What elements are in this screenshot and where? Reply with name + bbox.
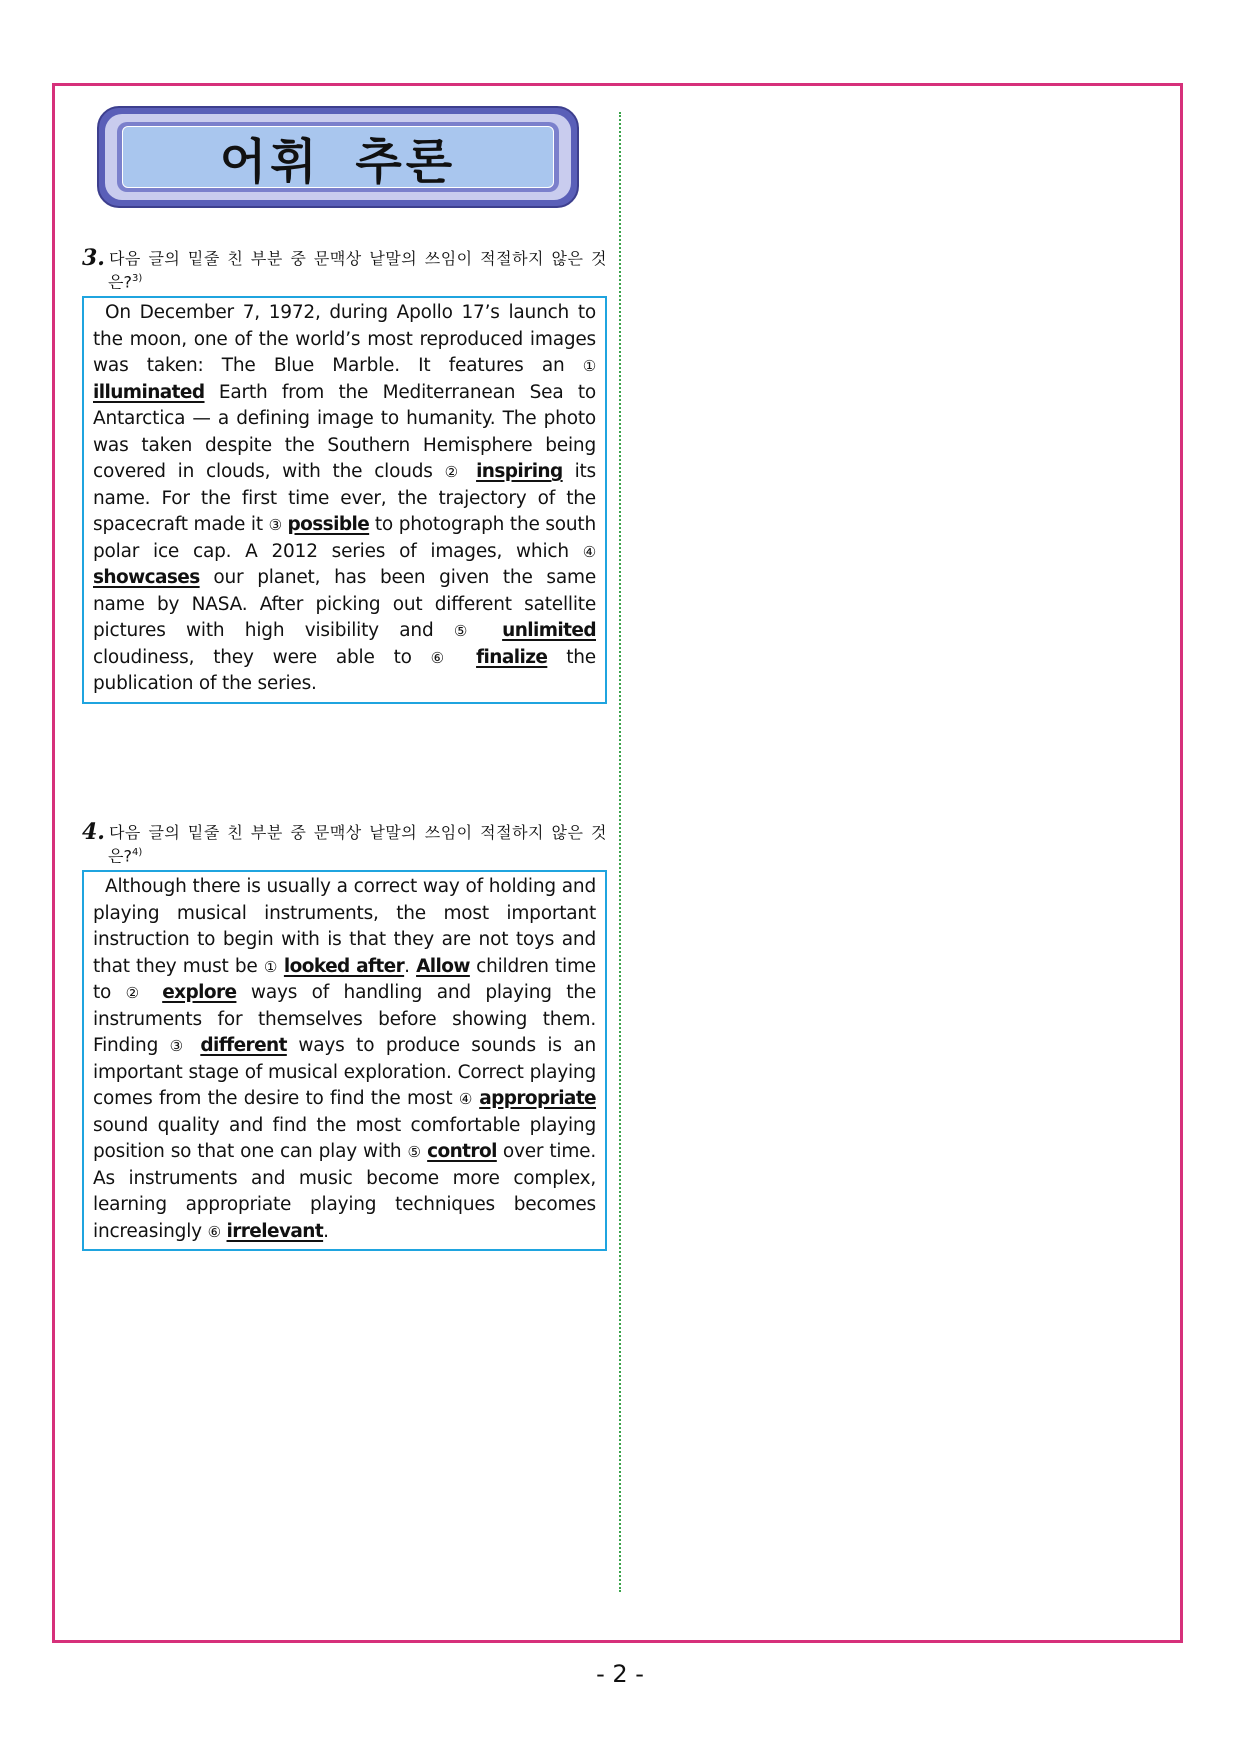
footnote-ref: 3)	[131, 273, 143, 284]
section-title: 어휘 추론	[219, 133, 457, 190]
choice-marker: ④	[582, 542, 596, 561]
underlined-word: Allow	[416, 955, 470, 977]
choice-marker: ③	[169, 1037, 189, 1056]
question-prompt-end: 은?	[108, 272, 132, 292]
underlined-word: irrelevant	[226, 1220, 324, 1242]
choice-marker: ⑤	[407, 1143, 422, 1162]
underlined-word: control	[427, 1141, 497, 1163]
choice-marker: ②	[444, 463, 465, 482]
passage-box: On December 7, 1972, during Apollo 17’s launch to the moon, one of the world’s most reproduced images was taken: The Blue Marble. It features an ① illuminated Earth from the Mediterranean Sea to Antarctica — a defining image to humanity. The photo was taken despite the Southern Hemisphere being covered in clouds, with the clouds ② inspiring its name. For the first time ever, the trajectory of the spacecraft made it ③ possible to photograph the south polar ice cap. A 2012 series of images, which ④ showcases our planet, has been given the same name by NASA. After picking out different satellite pictures with high visibility and ⑤ unlimited cloudiness, they were able to ⑥ finalize the publication of the series.	[82, 296, 607, 704]
choice-marker: ③	[268, 516, 282, 535]
underlined-word: illuminated	[93, 381, 205, 403]
question-prompt: 다음 글의 밑줄 친 부분 중 문맥상 낱말의 쓰임이 적절하지 않은 것	[108, 249, 607, 268]
page-number: - 2 -	[596, 1660, 644, 1688]
underlined-word: inspiring	[476, 461, 563, 483]
choice-marker: ①	[263, 957, 278, 976]
underlined-word: different	[200, 1035, 287, 1057]
underlined-word: appropriate	[479, 1088, 597, 1110]
underlined-word: possible	[287, 514, 370, 536]
underlined-word: unlimited	[502, 620, 596, 642]
choice-marker: ⑥	[430, 648, 458, 667]
question-number: 3.	[82, 245, 105, 271]
footnote-ref: 4)	[131, 847, 143, 858]
question-4	[82, 819, 607, 1251]
underlined-word: showcases	[93, 567, 200, 589]
column-divider	[619, 112, 621, 1592]
question-3	[82, 245, 607, 704]
section-banner	[97, 106, 579, 208]
underlined-word: looked after	[283, 955, 405, 977]
underlined-word: finalize	[476, 646, 548, 668]
question-prompt-end: 은?	[108, 846, 132, 866]
question-number: 4.	[82, 819, 105, 845]
passage-box: Although there is usually a correct way of holding and playing musical instruments, the most important instruction to begin with is that they are not toys and that they must be ① looked after. Allow children time to ② explore ways of handling and playing the instruments for themselves before showing them. Finding ③ different ways to produce sounds is an important stage of musical exploration. Correct playing comes from the desire to find the most ④ appropriate sound quality and find the most comfortable playing position so that one can play with ⑤ control over time. As instruments and music become more complex, learning appropriate playing techniques becomes increasingly ⑥ irrelevant.	[82, 870, 607, 1251]
choice-marker: ⑤	[453, 622, 482, 641]
choice-marker: ④	[458, 1090, 473, 1109]
choice-marker: ②	[125, 984, 148, 1003]
question-prompt: 다음 글의 밑줄 친 부분 중 문맥상 낱말의 쓰임이 적절하지 않은 것	[108, 823, 607, 842]
choice-marker: ⑥	[207, 1222, 221, 1241]
underlined-word: explore	[162, 982, 237, 1004]
choice-marker: ①	[582, 357, 596, 376]
